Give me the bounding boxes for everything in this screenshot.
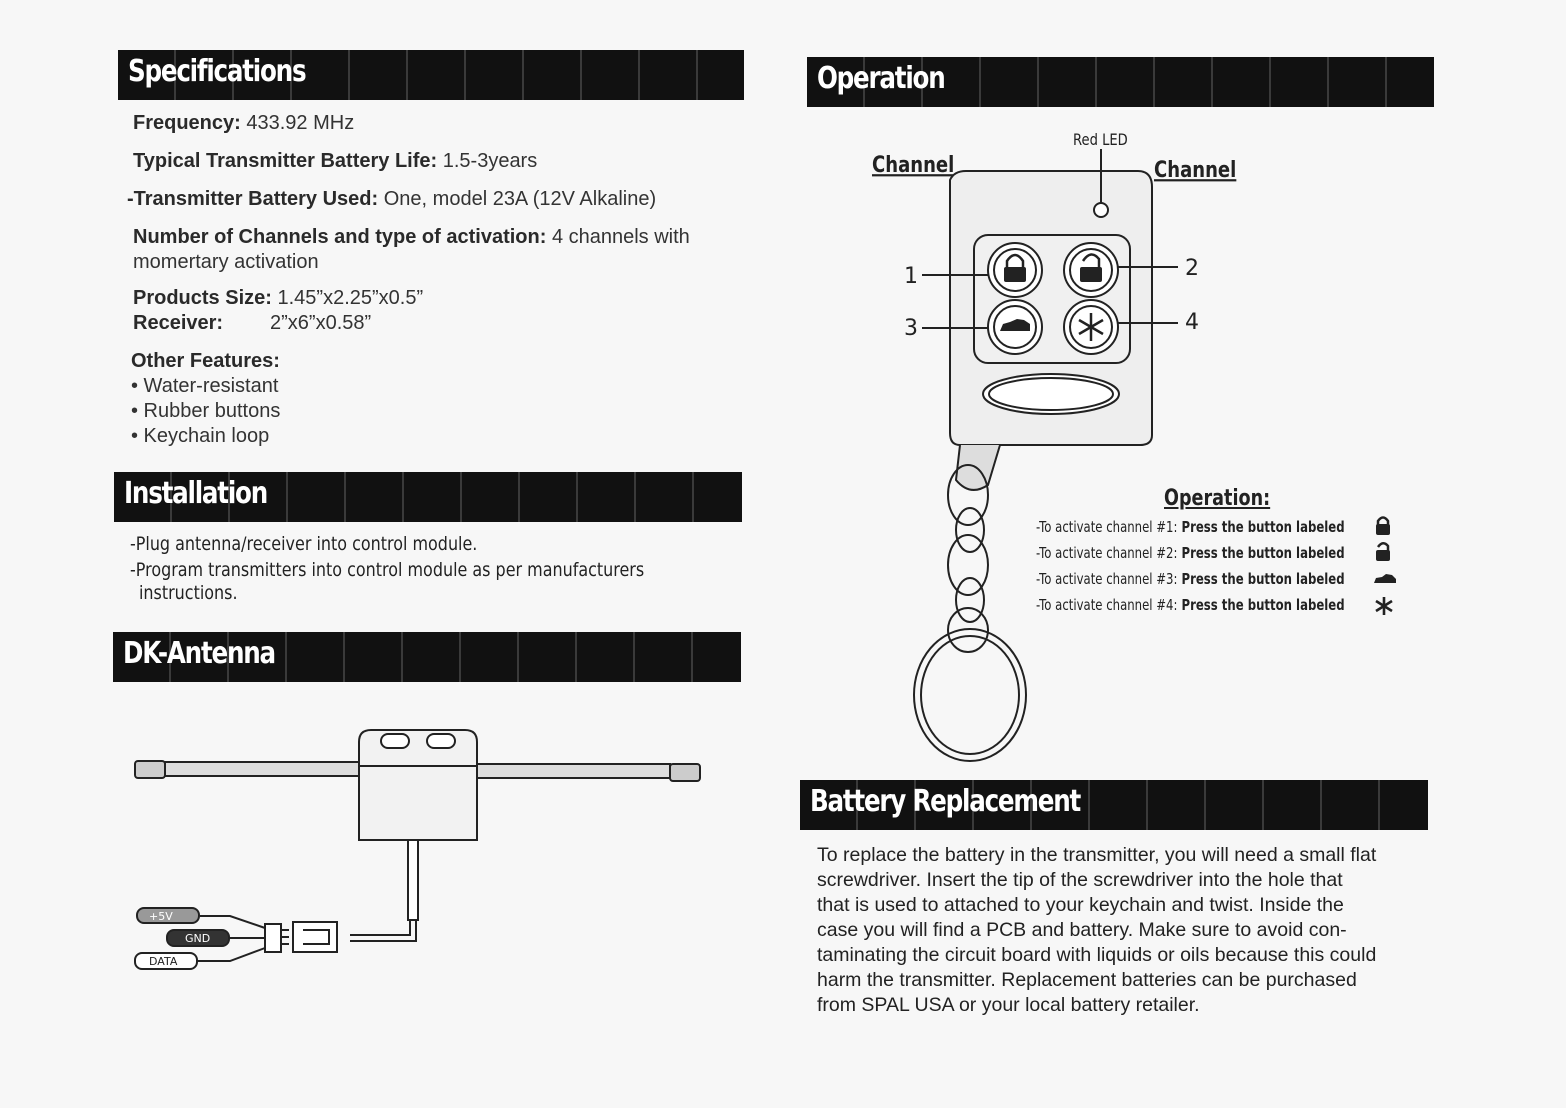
chain-link <box>956 578 984 622</box>
frequency-row <box>133 111 354 136</box>
panic-button <box>983 374 1119 414</box>
chain-link <box>956 508 984 552</box>
channels-row <box>133 225 690 275</box>
key-ring <box>914 629 1026 761</box>
size-row <box>133 286 423 311</box>
receiver-value: 2”x6”x0.58” <box>270 312 372 334</box>
battery-text-line: that is used to attached to your keychain and twist. Inside the <box>817 894 1344 916</box>
operation-subheading: Operation: <box>1164 486 1271 511</box>
operation-instruction <box>1036 518 1345 536</box>
operation-title: Operation <box>817 61 945 96</box>
channel-label-left: Channel <box>872 151 955 178</box>
instruction-text: Press the button labeled <box>1181 518 1345 536</box>
channels-value-continued: momertary activation <box>133 251 319 273</box>
connector-female <box>293 922 337 952</box>
installation-title: Installation <box>124 476 267 511</box>
features-block <box>131 349 280 449</box>
specifications-title: Specifications <box>128 54 306 89</box>
wire-label-data: DATA <box>149 955 178 968</box>
battery-text-line: taminating the circuit board with liquids or oils because this could <box>817 944 1377 966</box>
locked-padlock-icon <box>1373 515 1393 537</box>
instruction-text: Press the button labeled <box>1181 596 1345 614</box>
battery-replacement-text <box>817 843 1433 1018</box>
battery-used-label: -Transmitter Battery Used: <box>127 188 379 210</box>
instruction-lead: -To activate channel #4: <box>1036 596 1178 614</box>
operation-instruction <box>1036 544 1345 562</box>
button-number-3: 3 <box>904 316 918 341</box>
instruction-text: Press the button labeled <box>1181 544 1345 562</box>
dk-antenna-title: DK-Antenna <box>123 636 275 671</box>
antenna-diagram <box>125 720 715 990</box>
battery-used-value: One, model 23A (12V Alkaline) <box>378 188 657 210</box>
installation-line: -Plug antenna/receiver into control module. <box>130 533 478 555</box>
red-led-label: Red LED <box>1073 130 1128 150</box>
asterisk-icon <box>1375 596 1393 616</box>
operation-header <box>807 57 1434 107</box>
feature-item: • Rubber buttons <box>131 400 281 422</box>
battery-replacement-title: Battery Replacement <box>810 784 1081 819</box>
installation-line: instructions. <box>139 582 238 604</box>
car-trunk-icon <box>1373 571 1397 587</box>
instruction-lead: -To activate channel #3: <box>1036 570 1178 588</box>
red-led <box>1094 203 1108 217</box>
wire-label-gnd: GND <box>185 932 211 945</box>
battery-life-value: 1.5-3years <box>437 150 538 172</box>
feature-item: • Water-resistant <box>131 375 279 397</box>
channels-value: 4 channels with <box>546 226 690 248</box>
frequency-label: Frequency: <box>133 112 241 134</box>
button-number-2: 2 <box>1185 256 1199 281</box>
battery-text-line: from SPAL USA or your local battery retailer. <box>817 994 1200 1016</box>
operation-instruction <box>1036 570 1345 588</box>
chain-link <box>948 535 988 595</box>
battery-life-row <box>133 149 537 174</box>
feature-item: • Keychain loop <box>131 425 270 447</box>
battery-replacement-header <box>800 780 1428 830</box>
antenna-rod-right <box>475 764 670 778</box>
instruction-lead: -To activate channel #2: <box>1036 544 1178 562</box>
battery-used-row <box>127 187 656 212</box>
wire-label-5v: +5V <box>149 910 173 923</box>
antenna-tip-right <box>670 764 700 781</box>
operation-instruction <box>1036 596 1345 614</box>
size-label: Products Size: <box>133 287 272 309</box>
button-number-1: 1 <box>904 264 918 289</box>
size-value: 1.45”x2.25”x0.5” <box>271 287 424 309</box>
antenna-tip-left <box>135 761 165 778</box>
antenna-rod-left <box>165 762 360 776</box>
instruction-lead: -To activate channel #1: <box>1036 518 1178 536</box>
remote-diagram <box>860 125 1260 765</box>
specifications-header <box>118 50 744 100</box>
receiver-module <box>359 730 477 840</box>
receiver-label: Receiver: <box>133 312 224 334</box>
battery-text-line: case you will find a PCB and battery. Make sure to avoid con- <box>817 919 1347 941</box>
module-led-right <box>427 734 455 748</box>
channels-label: Number of Channels and type of activation: <box>133 226 547 248</box>
channel-label-right: Channel <box>1154 156 1237 183</box>
installation-line: -Program transmitters into control module as per manufacturers <box>130 559 645 581</box>
battery-text-line: screwdriver. Insert the tip of the screwdriver into the hole that <box>817 869 1343 891</box>
keychain-tab <box>956 445 1000 490</box>
module-led-left <box>381 734 409 748</box>
connector-male <box>265 924 281 952</box>
frequency-value: 433.92 MHz <box>240 112 355 134</box>
button-number-4: 4 <box>1185 310 1199 335</box>
instruction-text: Press the button labeled <box>1181 570 1345 588</box>
receiver-row <box>133 311 372 336</box>
unlocked-padlock-icon <box>1373 541 1393 563</box>
dk-antenna-header <box>113 632 741 682</box>
antenna-cable <box>408 840 418 920</box>
battery-text-line: To replace the battery in the transmitter, you will need a small flat <box>817 844 1377 866</box>
battery-text-line: harm the transmitter. Replacement batteries can be purchased <box>817 969 1357 991</box>
installation-header <box>114 472 742 522</box>
features-label: Other Features: <box>131 350 280 372</box>
battery-life-label: Typical Transmitter Battery Life: <box>133 150 438 172</box>
